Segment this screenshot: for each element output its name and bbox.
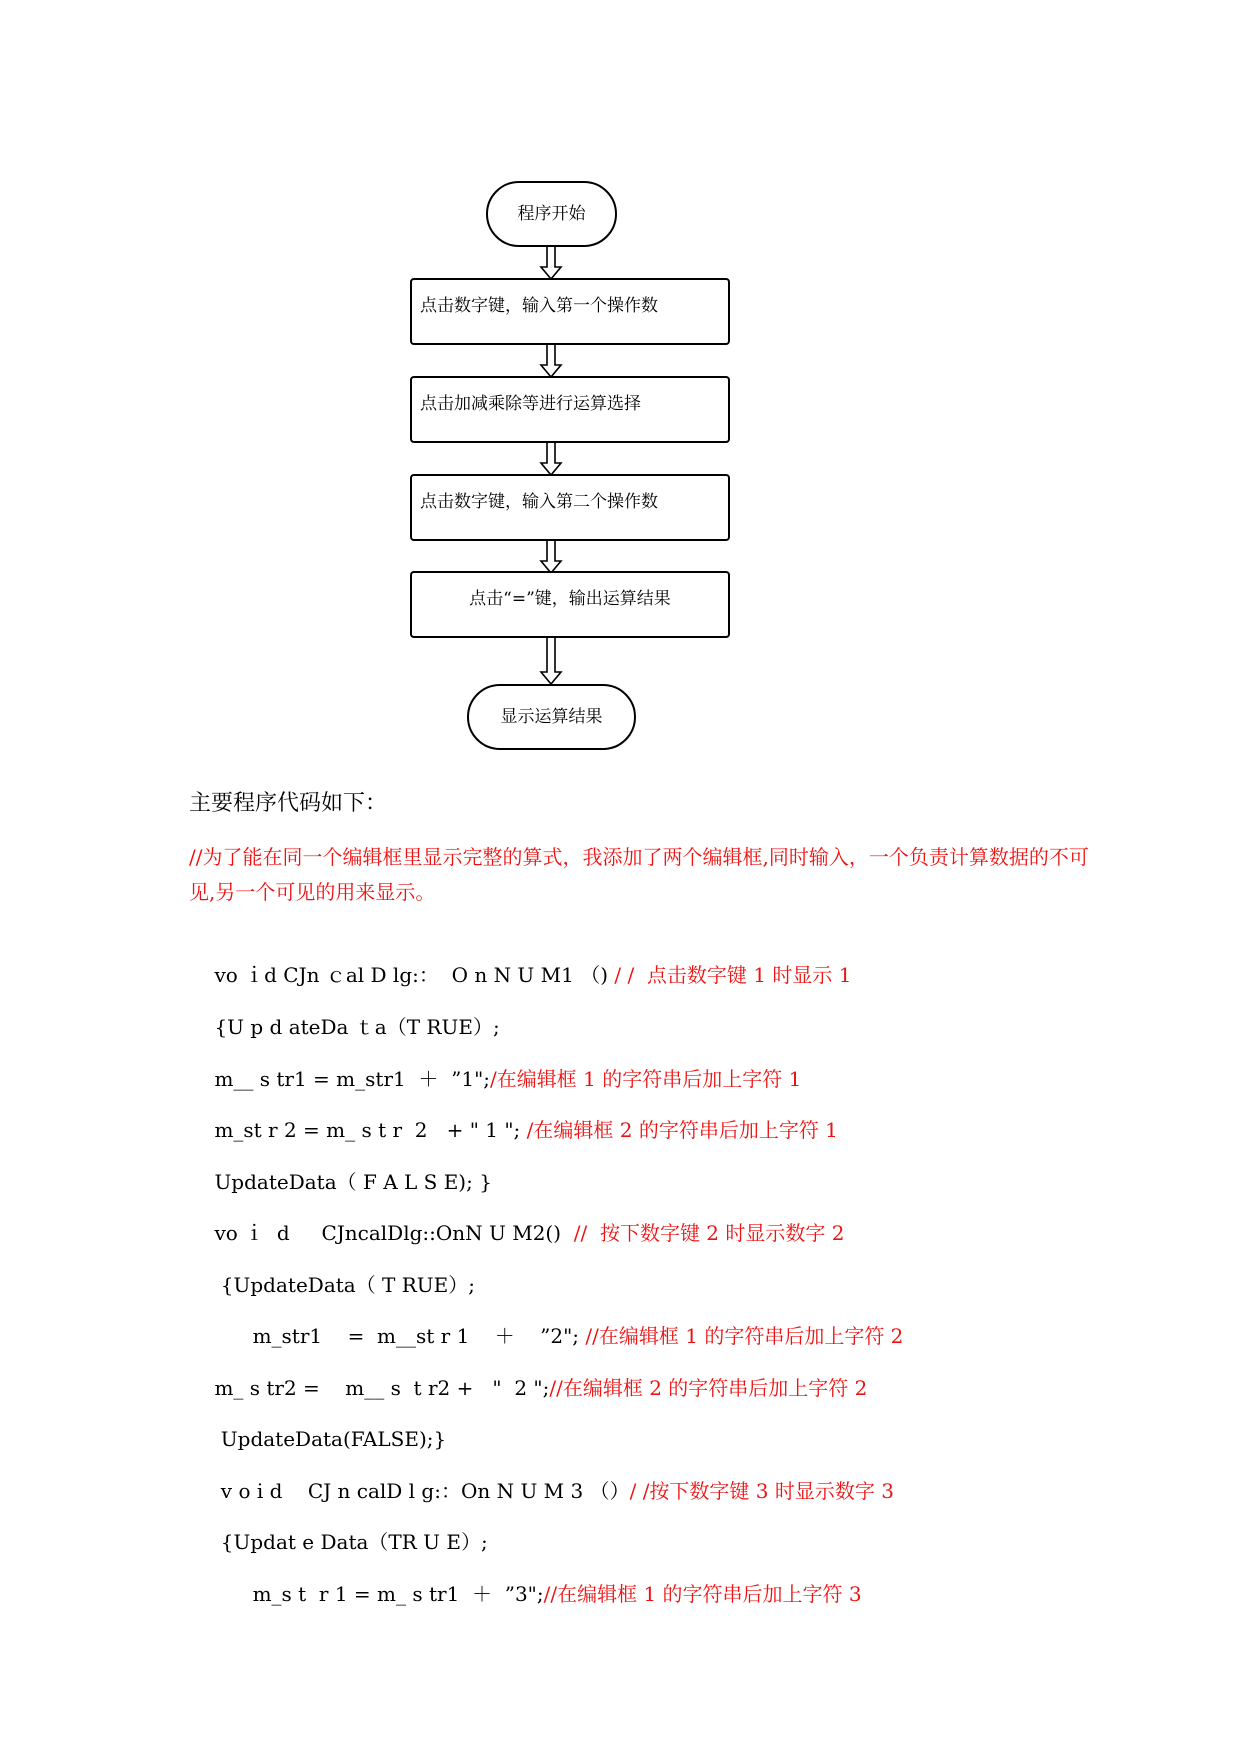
code-text: m_s t r 1 = m_ s tr1 ＋ ”3";: [214, 1582, 544, 1606]
code-text: UpdateData(FALSE);}: [214, 1427, 447, 1451]
flowchart-end-label: 显示运算结果: [500, 707, 603, 727]
flowchart-start-label: 程序开始: [517, 204, 586, 224]
code-text: {UpdateData（ T RUE）;: [214, 1273, 476, 1297]
arrow-2: [541, 344, 561, 377]
code-comment: //在编辑框 1 的字符串后加上字符 2: [585, 1324, 904, 1348]
flowchart-step-4: [410, 571, 730, 638]
code-text: m__ s tr1 = m_str1 ＋ ”1";: [214, 1067, 491, 1091]
code-comment: /在编辑框 1 的字符串后加上字符 1: [490, 1067, 802, 1091]
code-text: UpdateData（ F A L S E); }: [214, 1170, 492, 1194]
arrow-3: [541, 442, 561, 475]
code-text: m_ s tr2 = m__ s t r2 + " 2 ";: [214, 1376, 550, 1400]
code-text: v o i d CJ n calD l g:：On N U M 3 （）: [214, 1479, 630, 1503]
arrow-5: [541, 638, 561, 684]
flowchart-step-2-label: 点击加减乘除等进行运算选择: [420, 394, 641, 414]
code-text: m_st r 2 = m_ s t r 2 + " 1 ";: [214, 1118, 527, 1142]
flowchart-step-1-label: 点击数字键，输入第一个操作数: [420, 296, 658, 316]
code-text: vo ｉd CJn ｃal D lg:： O n N U M1 （): [214, 963, 609, 987]
arrow-4: [541, 540, 561, 573]
intro-comment: //为了能在同一个编辑框里显示完整的算式，我添加了两个编辑框,同时输入，一个负责计算数据的不可见,另一个可见的用来显示。: [189, 845, 1089, 904]
flowchart-start: [486, 181, 617, 247]
code-line-13: [189, 1552, 862, 1636]
flowchart-step-3-label: 点击数字键，输入第二个操作数: [420, 492, 658, 512]
flowchart-step-2: [410, 376, 730, 443]
flowchart-end: [467, 684, 636, 750]
code-heading: 主要程序代码如下：: [189, 791, 388, 816]
code-text: m_str1 = m__st r 1 ＋ ”2";: [214, 1324, 586, 1348]
code-text: vo ｉ d CJncalDlg::OnN U M2(): [214, 1221, 574, 1245]
flowchart-step-4-label: 点击“=”键，输出运算结果: [469, 589, 671, 609]
code-comment: /在编辑框 2 的字符串后加上字符 1: [526, 1118, 838, 1142]
code-comment: // 按下数字键 2 时显示数字 2: [573, 1221, 845, 1245]
code-comment: //在编辑框 1 的字符串后加上字符 3: [543, 1582, 862, 1606]
code-comment: / /按下数字键 3 时显示数字 3: [629, 1479, 894, 1503]
flowchart-step-3: [410, 474, 730, 541]
arrow-1: [541, 246, 561, 279]
code-text: {U p d ateDa ｔa（T RUE）;: [214, 1015, 500, 1039]
code-comment: / / 点击数字键 1 时显示 1: [608, 963, 852, 987]
flowchart-step-1: [410, 278, 730, 345]
code-text: {Updat e Data（TR U E）;: [214, 1530, 488, 1554]
code-comment: //在编辑框 2 的字符串后加上字符 2: [549, 1376, 868, 1400]
